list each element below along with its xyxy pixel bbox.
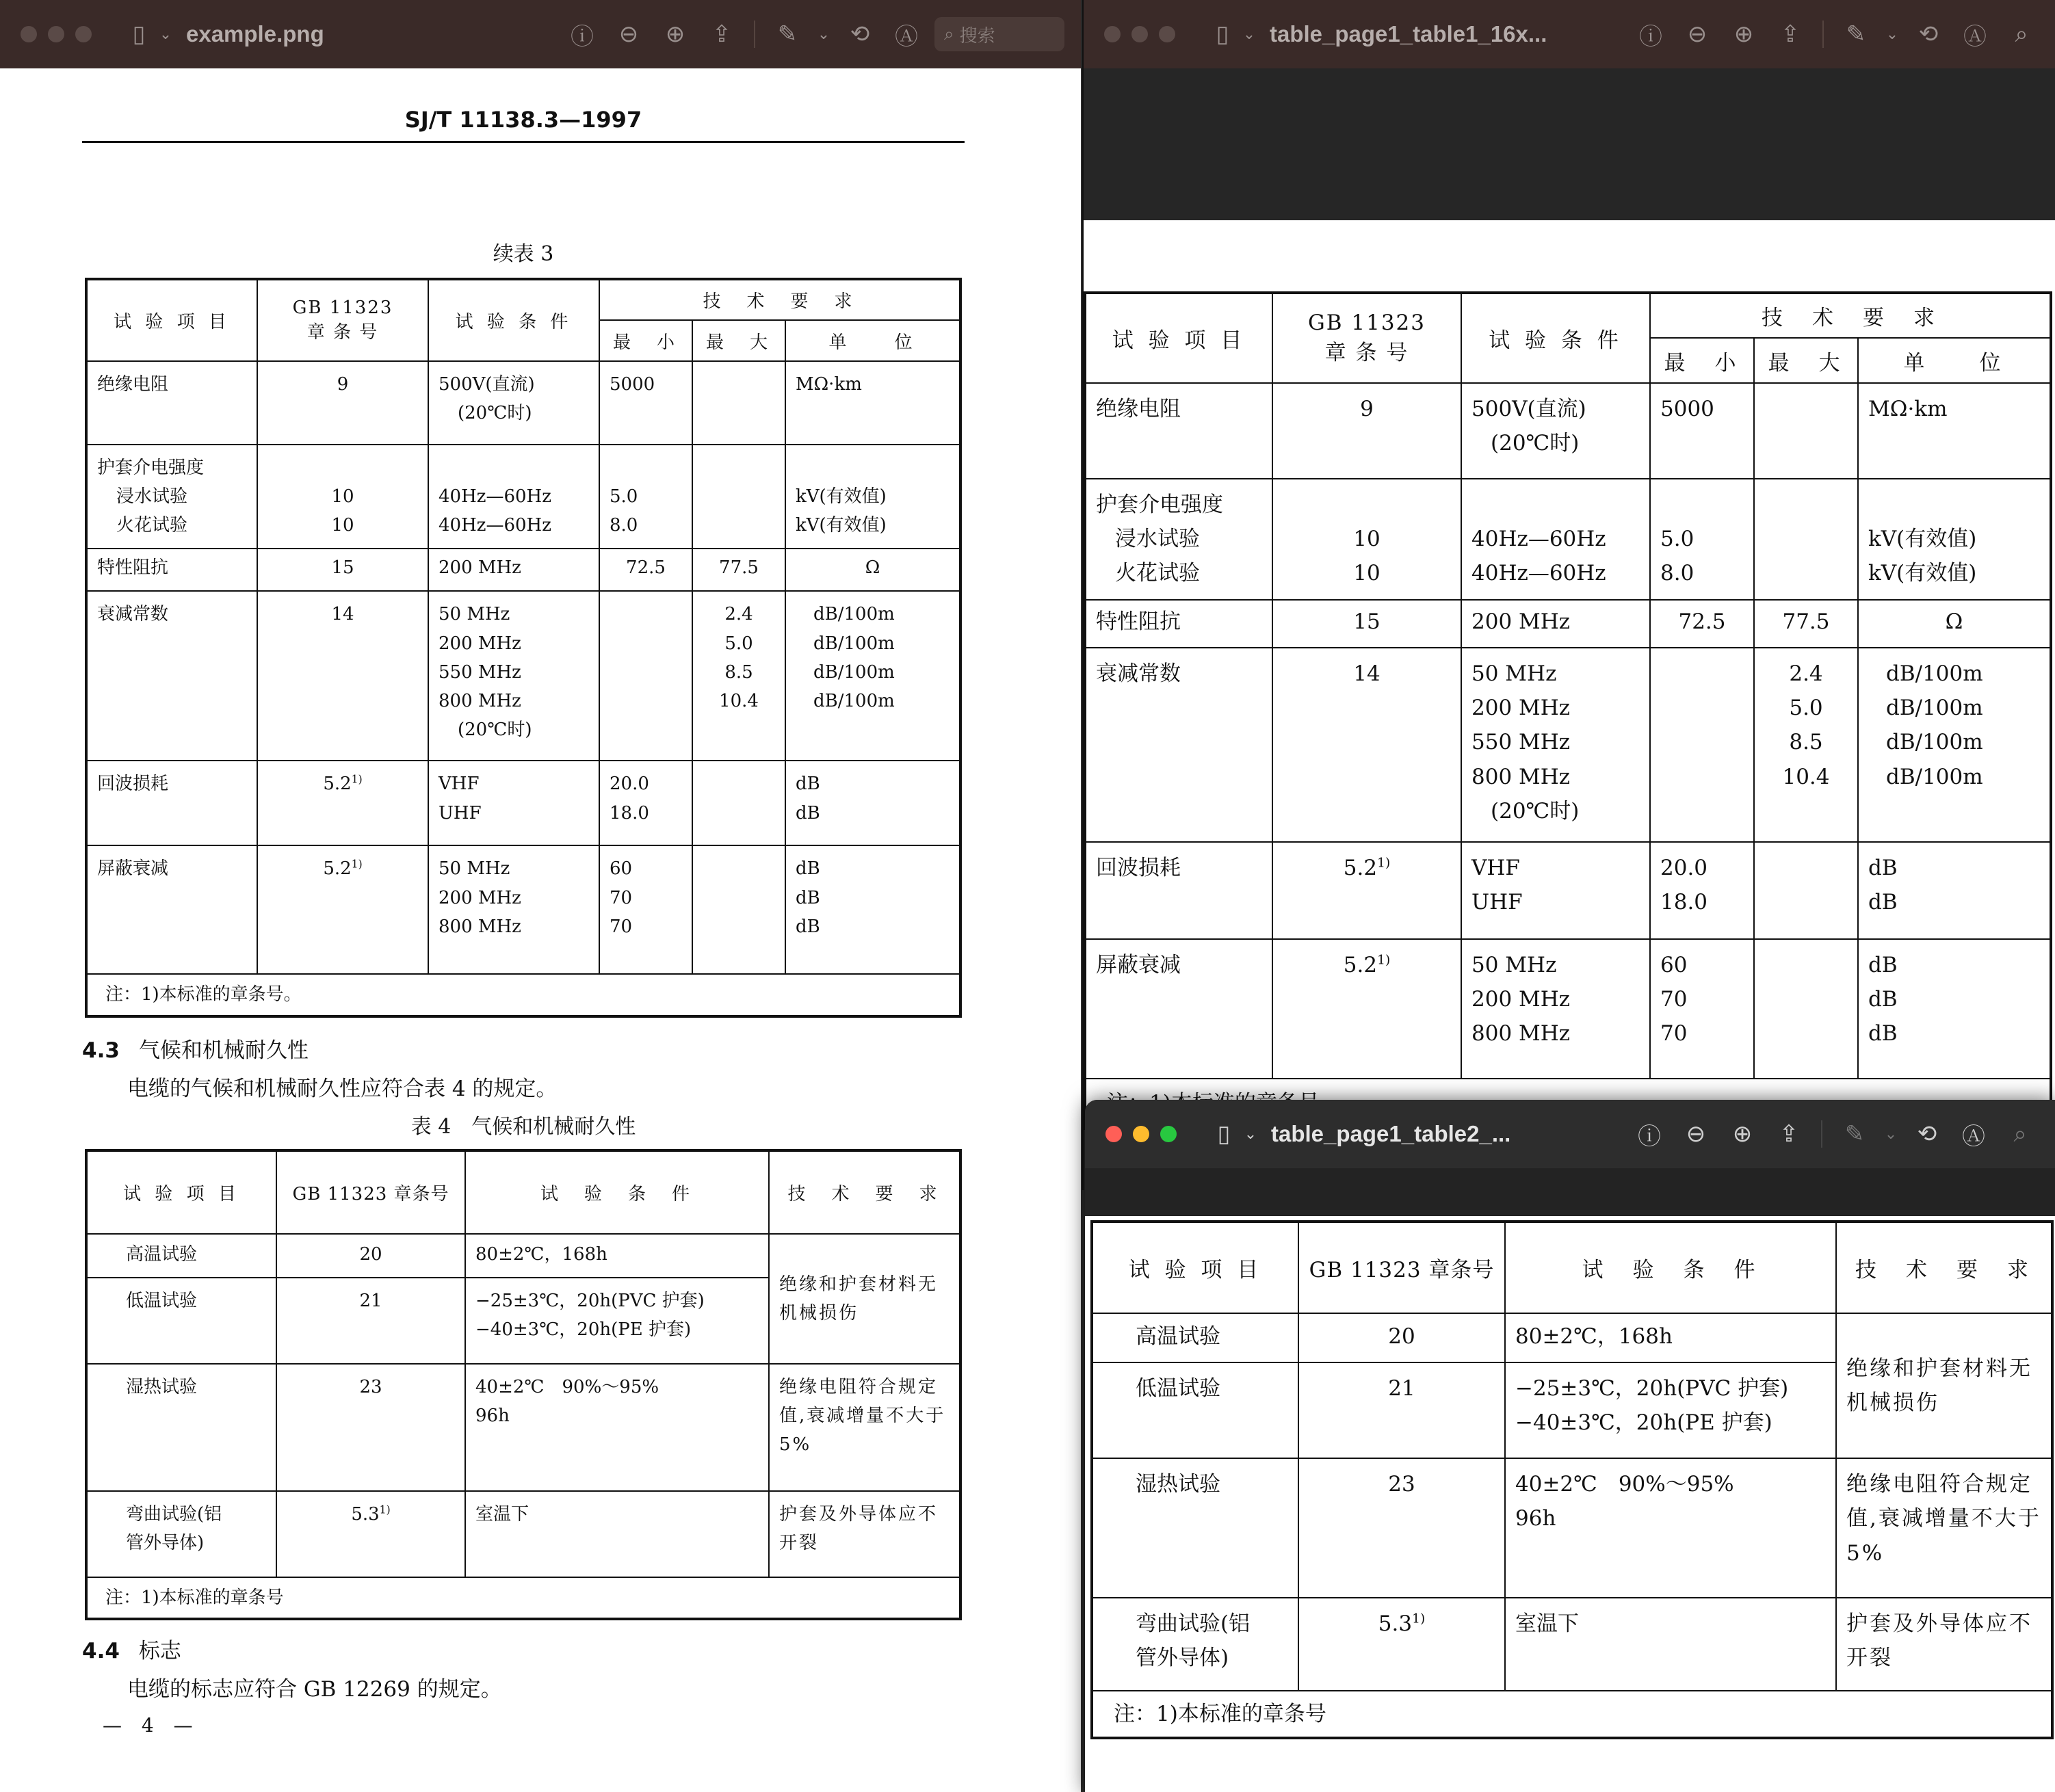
cell-cond: 800 MHz	[439, 690, 521, 711]
cell-cond: 96h	[1515, 1506, 1556, 1531]
cell-cond: −25±3℃，20h(PVC 护套)	[1515, 1376, 1789, 1401]
cell-cond: (20℃时)	[1491, 431, 1580, 456]
table-row	[86, 845, 960, 974]
th-gb-line1: GB 11323	[292, 298, 393, 318]
annotate-icon[interactable]: Ⓐ	[1962, 1123, 1985, 1150]
cell-item: 高温试验	[126, 1244, 198, 1265]
table-row	[1092, 1598, 2052, 1691]
zoom-in-icon[interactable]: ⊕	[1733, 21, 1754, 47]
annotate-icon[interactable]: Ⓐ	[1963, 23, 1987, 50]
table3-crop	[1084, 291, 2052, 1130]
cell-cond: 50 MHz	[1471, 661, 1557, 686]
cell-max: 8.5	[724, 661, 753, 683]
th-gb-line2: 章 条 号	[1324, 341, 1409, 365]
section-title: 气候和机械耐久性	[138, 1038, 309, 1063]
cell-min: 70	[610, 916, 633, 937]
cell-gb: 10	[1353, 527, 1380, 552]
cell-cond: 200 MHz	[439, 887, 521, 908]
section-number: 4.4	[82, 1639, 120, 1663]
th-gb: GB 11323 章条号	[1298, 1222, 1505, 1313]
cell-cond: 800 MHz	[1471, 764, 1571, 789]
table-row	[1085, 939, 2051, 1079]
section-4-3-text: 电缆的气候和机械耐久性应符合表 4 的规定。	[127, 1077, 558, 1101]
chevron-down-icon[interactable]: ⌄	[159, 25, 172, 42]
cell-unit: dB/100m	[813, 690, 895, 711]
cell-req: 护套及外导体应不	[779, 1504, 939, 1525]
cell-unit: dB	[1868, 855, 1898, 880]
page-number: — 4 —	[103, 1714, 200, 1737]
cell-cond: 500V(直流)	[1471, 397, 1586, 421]
cell-gb	[258, 846, 428, 891]
section-4-4-heading	[82, 1633, 181, 1664]
cell-cond: 50 MHz	[439, 604, 510, 625]
cell-max: 2.4	[724, 604, 753, 625]
cell-item-sub: 火花试验	[116, 515, 188, 536]
cell-item-sub: 浸水试验	[1115, 527, 1200, 552]
cell-cond: 40±2℃ 90%～95%	[1515, 1472, 1734, 1497]
cell-item: 高温试验	[1136, 1324, 1220, 1349]
th-item: 试 验 项 目	[1085, 293, 1272, 383]
table-row	[86, 591, 960, 761]
cell-cond: −40±3℃，20h(PE 护套)	[1515, 1410, 1772, 1436]
zoom-out-icon[interactable]: ⊖	[618, 21, 639, 47]
cell-item: 弯曲试验(铝	[126, 1504, 222, 1525]
cell-cond: 500V(直流)	[439, 374, 535, 395]
section-title: 标志	[138, 1639, 181, 1663]
annotate-icon[interactable]: Ⓐ	[895, 23, 918, 50]
th-cond: 试 验 条 件	[465, 1150, 769, 1234]
cell-cond: 40Hz—60Hz	[1471, 527, 1606, 552]
cell-cond: 80±2℃，168h	[1515, 1324, 1673, 1349]
cell-gb	[1273, 940, 1461, 990]
cell-unit: dB/100m	[813, 661, 895, 683]
close-button[interactable]	[21, 26, 37, 42]
th-unit: 单 位	[1858, 338, 2051, 383]
cell-cond: VHF	[439, 774, 480, 795]
table4-caption: 表 4 气候和机械耐久性	[410, 1115, 636, 1139]
cell-unit: dB	[1868, 987, 1898, 1012]
table-note: 注：1)本标准的章条号	[105, 1587, 284, 1609]
cropped-table-image	[1085, 1216, 2055, 1792]
cell-unit: dB/100m	[1886, 730, 1983, 755]
zoom-in-icon[interactable]: ⊕	[665, 21, 685, 47]
minimize-button[interactable]	[1131, 26, 1148, 42]
cell-cond: 550 MHz	[439, 661, 521, 683]
cell-gb-text: 5.3	[1378, 1611, 1413, 1637]
titlebar	[1084, 0, 2055, 68]
cell-item: 特性阻抗	[97, 557, 169, 579]
search-icon[interactable]: ⌕	[2013, 1120, 2027, 1147]
titlebar	[0, 0, 1081, 68]
cell-cond: 800 MHz	[1471, 1021, 1571, 1046]
cell-min: 20.0	[610, 774, 649, 795]
cell-item: 弯曲试验(铝	[1136, 1611, 1251, 1637]
cell-cond: UHF	[1471, 890, 1523, 915]
chevron-down-icon[interactable]: ⌄	[1884, 1125, 1898, 1142]
th-req: 技 术 要 求	[1650, 293, 2051, 338]
table-row	[86, 1491, 960, 1577]
window-title: example.png	[186, 21, 324, 47]
th-gb	[257, 279, 428, 361]
th-item: 试 验 项 目	[1092, 1222, 1298, 1313]
th-item: 试 验 项 目	[86, 279, 257, 361]
table4	[85, 1149, 962, 1620]
th-gb-line1: GB 11323	[1307, 311, 1426, 335]
th-gb: GB 11323 章条号	[276, 1150, 465, 1234]
cell-gb: 10	[331, 486, 354, 508]
zoom-out-icon[interactable]: ⊖	[1687, 21, 1707, 47]
cell-min: 8.0	[610, 515, 638, 536]
th-cond: 试 验 条 件	[1505, 1222, 1836, 1313]
search-input[interactable]	[934, 17, 1064, 51]
info-icon[interactable]: ⓘ	[1639, 23, 1662, 50]
cell-unit: Ω	[1945, 609, 1963, 634]
cell-unit: dB/100m	[813, 633, 895, 654]
cell-gb-text: 5.2	[1343, 855, 1378, 880]
cell-unit: dB	[796, 887, 820, 908]
cell-req: 开裂	[1846, 1646, 1893, 1671]
cell-min: 5000	[610, 374, 655, 395]
cell-cond: 96h	[475, 1406, 510, 1427]
cell-min: 70	[610, 887, 633, 908]
table-row	[1085, 383, 2051, 479]
th-req: 技 术 要 求	[1836, 1222, 2052, 1313]
info-icon[interactable]: ⓘ	[571, 23, 594, 50]
zoom-button[interactable]	[1159, 26, 1175, 42]
cell-gb: 20	[359, 1244, 382, 1265]
table-row	[86, 761, 960, 845]
cell-req: 绝缘和护套材料无	[1846, 1356, 2032, 1381]
cell-min: 70	[1660, 987, 1688, 1012]
cell-req: 机械损伤	[779, 1303, 859, 1324]
cell-item: 回波损耗	[1096, 855, 1181, 880]
cell-max: 10.4	[1782, 764, 1830, 789]
cell-max: 10.4	[719, 690, 759, 711]
section-4-4-text: 电缆的标志应符合 GB 12269 的规定。	[127, 1677, 502, 1702]
cell-unit: dB	[796, 916, 820, 937]
cell-min: 72.5	[1678, 609, 1726, 634]
footnote-mark: 1)	[1412, 1611, 1426, 1626]
cell-max: 77.5	[1782, 609, 1830, 634]
titlebar	[1085, 1100, 2055, 1168]
table-row	[1085, 479, 2051, 600]
cell-gb: 14	[331, 604, 354, 625]
cell-unit: dB	[1868, 1021, 1898, 1046]
share-icon[interactable]: ⇪	[1779, 1121, 1799, 1147]
cell-gb: 14	[1353, 661, 1380, 686]
cell-max: 5.0	[724, 633, 753, 654]
cell-item: 回波损耗	[97, 774, 169, 795]
preview-window-table1	[1082, 0, 2055, 1190]
cell-cond: 800 MHz	[439, 916, 521, 937]
cell-gb	[277, 1492, 464, 1537]
cell-req: 5%	[1846, 1540, 1885, 1566]
markup-pen-icon[interactable]: ✎	[777, 21, 798, 47]
image-canvas	[1085, 1168, 2055, 1792]
window-title: table_page1_table2_...	[1271, 1121, 1511, 1146]
table-note: 注：1)本标准的章条号。	[105, 984, 302, 1005]
minimize-button[interactable]	[1133, 1126, 1149, 1142]
sidebar-toggle-icon[interactable]: ▯	[1216, 21, 1229, 47]
cell-unit: dB	[796, 802, 820, 823]
cell-item: 特性阻抗	[1096, 609, 1181, 634]
cell-unit: dB	[796, 774, 820, 795]
share-icon[interactable]: ⇪	[1780, 21, 1801, 47]
cell-max: 2.4	[1789, 661, 1823, 686]
table-row	[86, 549, 960, 591]
cell-max: 77.5	[719, 557, 759, 579]
cell-unit: dB/100m	[1886, 661, 1983, 686]
cell-req: 机械损伤	[1846, 1391, 1939, 1416]
cell-req: 值,衰减增量不大于	[1846, 1506, 2041, 1531]
cell-gb: 15	[1353, 609, 1380, 634]
table3	[85, 278, 962, 1018]
cell-req: 5%	[779, 1434, 812, 1455]
cell-req: 开裂	[779, 1533, 820, 1554]
chevron-down-icon[interactable]: ⌄	[1885, 25, 1899, 42]
cell-item: 低温试验	[126, 1291, 198, 1312]
cell-item: 低温试验	[1136, 1376, 1220, 1401]
cell-gb	[1299, 1598, 1504, 1649]
table-row	[1085, 648, 2051, 842]
cell-unit: dB/100m	[813, 604, 895, 625]
chevron-down-icon[interactable]: ⌄	[817, 25, 830, 42]
cell-gb	[258, 761, 428, 806]
th-gb-line2: 章 条 号	[306, 322, 379, 343]
cell-cond: 50 MHz	[439, 858, 510, 880]
cell-cond: 200 MHz	[439, 557, 521, 579]
cell-min: 8.0	[1660, 561, 1694, 586]
cell-unit: kV(有效值)	[796, 486, 887, 508]
cell-gb: 23	[359, 1377, 382, 1398]
cell-item: 护套介电强度	[97, 458, 205, 478]
cell-item: 绝缘电阻	[97, 374, 169, 395]
cell-gb: 10	[1353, 561, 1380, 586]
cell-item: 管外导体)	[126, 1533, 205, 1554]
th-cond: 试 验 条 件	[428, 279, 599, 361]
cell-cond: (20℃时)	[458, 719, 532, 740]
cell-min: 5000	[1660, 397, 1714, 421]
cell-item: 衰减常数	[97, 604, 169, 625]
cell-gb-text: 5.3	[351, 1504, 380, 1525]
th-req: 技 术 要 求	[599, 279, 960, 320]
cell-unit: dB/100m	[1886, 764, 1983, 789]
table-row	[1092, 1458, 2052, 1598]
rotate-icon[interactable]: ⟲	[850, 21, 870, 47]
close-button[interactable]	[1105, 1126, 1122, 1142]
chevron-down-icon[interactable]: ⌄	[1244, 1125, 1257, 1142]
cell-item: 管外导体)	[1136, 1646, 1229, 1671]
minimize-button[interactable]	[48, 26, 64, 42]
cell-unit: MΩ·km	[796, 374, 862, 395]
cell-cond: 200 MHz	[1471, 987, 1571, 1012]
cell-unit: MΩ·km	[1868, 397, 1948, 421]
th-max: 最 大	[692, 320, 785, 361]
footnote-mark: 1)	[1377, 953, 1391, 968]
cell-unit: kV(有效值)	[1868, 527, 1977, 552]
image-canvas	[1084, 68, 2055, 1190]
cell-unit: Ω	[865, 557, 880, 579]
cell-cond: (20℃时)	[458, 403, 532, 424]
cell-req: 护套及外导体应不	[1846, 1611, 2032, 1637]
cell-cond: 40Hz—60Hz	[1471, 561, 1606, 586]
cell-cond: 200 MHz	[1471, 609, 1571, 634]
cell-gb: 9	[337, 374, 349, 395]
markup-pen-icon[interactable]: ✎	[1844, 1121, 1865, 1147]
cell-min: 20.0	[1660, 855, 1708, 880]
th-gb	[1272, 293, 1461, 383]
cell-req: 绝缘电阻符合规定	[1846, 1472, 2032, 1497]
cell-cond: 50 MHz	[1471, 952, 1557, 977]
cell-gb: 20	[1388, 1324, 1415, 1349]
cell-req: 绝缘电阻符合规定	[779, 1377, 939, 1398]
sidebar-toggle-icon[interactable]: ▯	[132, 21, 146, 47]
cell-gb-text: 5.2	[323, 774, 352, 795]
markup-pen-icon[interactable]: ✎	[1846, 21, 1866, 47]
table-row	[1092, 1313, 2052, 1362]
table-row	[1085, 600, 2051, 648]
chevron-down-icon[interactable]: ⌄	[1242, 25, 1256, 42]
th-min: 最 小	[599, 320, 692, 361]
cell-cond: −25±3℃，20h(PVC 护套)	[475, 1291, 705, 1312]
cell-unit: kV(有效值)	[1868, 561, 1977, 586]
footnote-mark: 1)	[351, 773, 363, 786]
cell-gb: 15	[331, 557, 354, 579]
table4-crop	[1090, 1220, 2054, 1739]
cell-min: 18.0	[610, 802, 649, 823]
section-number: 4.3	[82, 1038, 120, 1063]
zoom-out-icon[interactable]: ⊖	[1686, 1121, 1706, 1147]
cell-max: 8.5	[1789, 730, 1823, 755]
cell-cond: 550 MHz	[1471, 730, 1571, 755]
table-row	[1085, 842, 2051, 939]
th-min: 最 小	[1650, 338, 1754, 383]
cell-cond: 40±2℃ 90%～95%	[475, 1377, 659, 1398]
table-row	[86, 1364, 960, 1491]
sidebar-toggle-icon[interactable]: ▯	[1217, 1121, 1231, 1147]
rotate-icon[interactable]: ⟲	[1917, 1121, 1937, 1147]
info-icon[interactable]: ⓘ	[1638, 1123, 1661, 1150]
cell-gb-text: 5.2	[1343, 952, 1378, 977]
cell-item: 护套介电强度	[1096, 492, 1223, 517]
cell-min: 70	[1660, 1021, 1688, 1046]
cell-min: 72.5	[626, 557, 666, 579]
cell-req: 绝缘和护套材料无	[779, 1274, 939, 1295]
cell-gb: 10	[331, 515, 354, 536]
th-item: 试 验 项 目	[86, 1150, 276, 1234]
cell-min: 5.0	[1660, 527, 1694, 552]
cell-cond: 室温下	[475, 1504, 529, 1525]
cell-item: 绝缘电阻	[1096, 397, 1181, 421]
window-title: table_page1_table1_16x...	[1270, 21, 1547, 47]
cell-item: 湿热试验	[1136, 1472, 1220, 1497]
table-row	[86, 1234, 960, 1278]
cell-min: 5.0	[610, 486, 638, 508]
table3-caption: 续表 3	[493, 242, 554, 266]
cell-gb: 23	[1388, 1472, 1415, 1497]
cell-gb: 21	[1388, 1376, 1415, 1401]
footnote-mark: 1)	[351, 858, 363, 871]
document-header: SJ/T 11138.3—1997	[404, 107, 642, 133]
cell-cond: 80±2℃，168h	[475, 1244, 607, 1265]
cell-gb-text: 5.2	[323, 858, 352, 880]
cell-unit: dB	[1868, 952, 1898, 977]
footnote-mark: 1)	[1377, 856, 1391, 871]
rotate-icon[interactable]: ⟲	[1918, 21, 1939, 47]
th-max: 最 大	[1754, 338, 1858, 383]
th-cond: 试 验 条 件	[1461, 293, 1650, 383]
table-note: 注：1)本标准的章条号	[1114, 1702, 1326, 1727]
cell-cond: 200 MHz	[1471, 696, 1571, 721]
search-icon[interactable]: ⌕	[2015, 21, 2028, 47]
header-rule	[82, 141, 965, 143]
cell-unit: dB	[796, 858, 820, 880]
cropped-table-image	[1084, 220, 2055, 1116]
cell-unit: dB/100m	[1886, 696, 1983, 721]
cell-min: 60	[610, 858, 633, 880]
cell-item: 屏蔽衰减	[97, 858, 169, 880]
cell-cond: 40Hz—60Hz	[439, 486, 551, 508]
share-icon[interactable]: ⇪	[711, 21, 732, 47]
cell-item-sub: 浸水试验	[116, 486, 188, 508]
cell-cond: UHF	[439, 802, 482, 823]
cell-item-sub: 火花试验	[1115, 561, 1200, 586]
cell-cond: −40±3℃，20h(PE 护套)	[475, 1319, 692, 1341]
cell-cond: VHF	[1471, 855, 1520, 880]
section-4-3-heading	[82, 1033, 309, 1064]
cell-unit: kV(有效值)	[796, 515, 887, 536]
cell-gb	[1273, 843, 1461, 893]
zoom-button[interactable]	[75, 26, 92, 42]
th-req: 技 术 要 求	[769, 1150, 960, 1234]
cell-gb: 9	[1360, 397, 1374, 421]
cell-cond: 200 MHz	[439, 633, 521, 654]
cell-min: 60	[1660, 952, 1688, 977]
cell-min: 18.0	[1660, 890, 1708, 915]
zoom-button[interactable]	[1160, 1126, 1177, 1142]
cell-item: 湿热试验	[126, 1377, 198, 1398]
table-row	[86, 445, 960, 549]
zoom-in-icon[interactable]: ⊕	[1732, 1121, 1753, 1147]
cell-item: 衰减常数	[1096, 661, 1181, 686]
preview-window-table2	[1085, 1100, 2055, 1792]
table-row	[86, 361, 960, 445]
cell-gb: 21	[359, 1291, 382, 1312]
th-unit: 单 位	[785, 320, 960, 361]
search-placeholder: 搜索	[959, 25, 995, 46]
footnote-mark: 1)	[379, 1503, 391, 1516]
cell-req: 值,衰减增量不大于	[779, 1406, 946, 1427]
search-icon: ⌕	[944, 23, 954, 44]
cell-cond: 室温下	[1515, 1611, 1579, 1637]
cell-cond: (20℃时)	[1491, 798, 1580, 823]
close-button[interactable]	[1104, 26, 1121, 42]
cell-cond: 40Hz—60Hz	[439, 515, 551, 536]
cell-item: 屏蔽衰减	[1096, 952, 1181, 977]
cell-max: 5.0	[1789, 696, 1823, 721]
cell-unit: dB	[1868, 890, 1898, 915]
